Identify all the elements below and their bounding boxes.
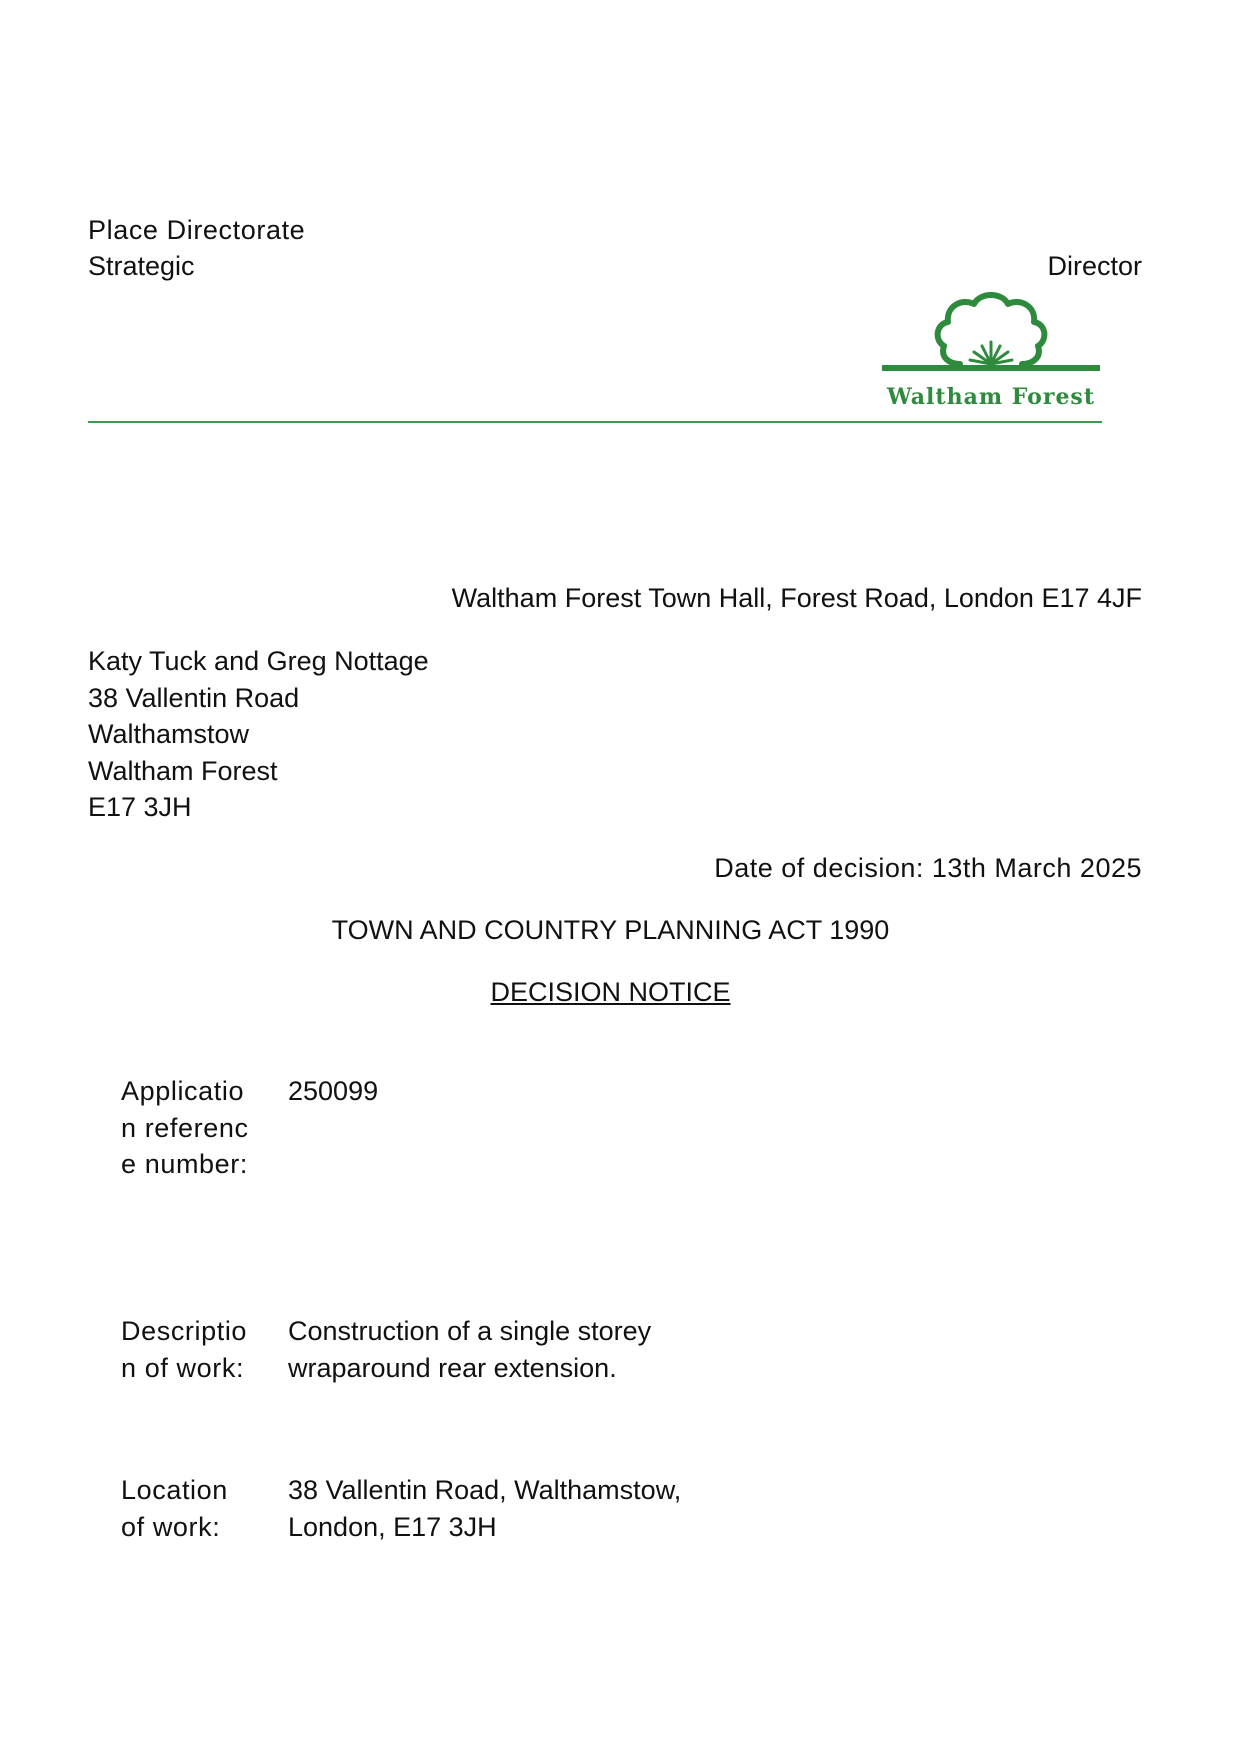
directorate-title: Place Directorate (88, 215, 306, 245)
waltham-forest-logo (878, 280, 1108, 415)
act-title: TOWN AND COUNTRY PLANNING ACT 1990 (331, 915, 890, 945)
field-label-location: Location of work: (121, 1475, 228, 1542)
council-address: Waltham Forest Town Hall, Forest Road, London E17 4JF (451, 583, 1142, 613)
recipient-address-line: E17 3JH (88, 792, 192, 822)
logo-text: Waltham Forest (887, 384, 1095, 410)
recipient-address-line: Walthamstow (88, 719, 250, 749)
field-value-description: Construction of a single storey wraparound rear extension. (288, 1316, 652, 1383)
field-value-reference: 250099 (288, 1076, 379, 1106)
recipient-address-line: Waltham Forest (88, 755, 278, 786)
sunburst-icon (970, 342, 1012, 364)
recipient-address-line: 38 Vallentin Road (88, 682, 300, 713)
recipient-address-block (88, 643, 429, 826)
decision-date: Date of decision: 13th March 2025 (714, 853, 1142, 883)
director-label: Director (1047, 251, 1142, 281)
notice-title-text: DECISION NOTICE (490, 977, 731, 1007)
logo-ground-line (882, 365, 1100, 371)
field-label-description: Description of work: (121, 1316, 248, 1383)
header-rule (88, 421, 1102, 423)
strategic-label: Strategic (88, 251, 195, 281)
field-label-reference: Application reference number: (121, 1076, 249, 1179)
notice-title (0, 974, 1221, 1010)
field-value-location: 38 Vallentin Road, Walthamstow, London, E17 3JH (288, 1475, 682, 1542)
recipient-names: Katy Tuck and Greg Nottage (88, 646, 429, 676)
